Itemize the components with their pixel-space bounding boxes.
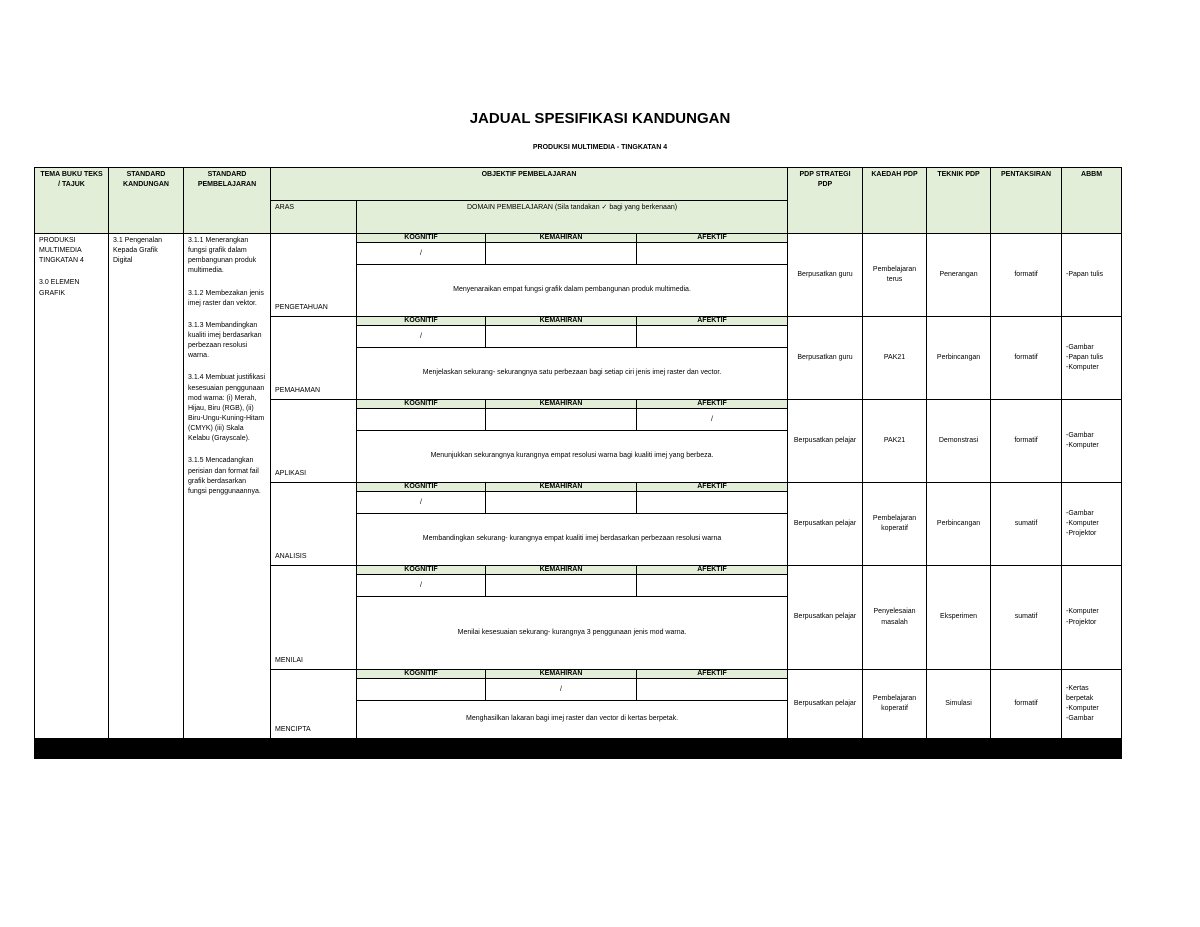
subheader-kognitif: KOGNITIF xyxy=(357,483,486,492)
abbm-item: -Komputer xyxy=(1066,442,1099,449)
footer-bar xyxy=(35,739,1122,759)
abbm-cell xyxy=(1062,234,1122,317)
subheader-afektif: AFEKTIF xyxy=(637,670,788,679)
tick-cell xyxy=(486,409,637,431)
abbm-item: -Komputer xyxy=(1066,519,1099,527)
kaedah-cell: Pembelajaran terus xyxy=(863,234,927,317)
spec-table xyxy=(34,167,1122,759)
objective-description: Menyenaraikan empat fungsi grafik dalam pembangunan produk multimedia. xyxy=(357,265,788,317)
strategi-cell: Berpusatkan pelajar xyxy=(788,483,863,566)
tick-mark: / xyxy=(711,415,713,423)
tick-cell xyxy=(637,409,788,431)
page-subtitle: PRODUKSI MULTIMEDIA - TINGKATAN 4 xyxy=(532,144,668,151)
pentaksiran-cell: formatif xyxy=(991,400,1062,483)
subheader-afektif: AFEKTIF xyxy=(637,400,788,409)
tick-cell xyxy=(486,575,637,597)
tick-cell xyxy=(357,679,486,701)
abbm-item: -Komputer xyxy=(1066,608,1099,616)
objective-description: Membandingkan sekurang- kurangnya empat kualiti imej berdasarkan perbezaan resolusi warna xyxy=(357,514,788,566)
tick-mark: / xyxy=(420,249,422,257)
table-row xyxy=(35,234,1122,243)
header-aras: ARAS xyxy=(271,201,357,234)
tick-cell xyxy=(357,326,486,348)
sp-item: 3.1.1 Menerangkan fungsi grafik dalam pembangunan produk multimedia. xyxy=(188,237,257,275)
subheader-kognitif: KOGNITIF xyxy=(357,400,486,409)
subheader-kemahiran: KEMAHIRAN xyxy=(486,234,637,243)
subheader-kognitif: KOGNITIF xyxy=(357,670,486,679)
tick-cell xyxy=(637,575,788,597)
abbm-cell xyxy=(1062,483,1122,566)
header-pdp-strategi: PDP STRATEGI PDP xyxy=(788,168,863,234)
teknik-cell: Perbincangan xyxy=(927,483,991,566)
tick-cell xyxy=(637,243,788,265)
subheader-afektif: AFEKTIF xyxy=(637,483,788,492)
header-abbm: ABBM xyxy=(1062,168,1122,234)
kaedah-cell: PAK21 xyxy=(863,317,927,400)
abbm-cell xyxy=(1062,670,1122,739)
pentaksiran-cell: sumatif xyxy=(991,566,1062,670)
sp-item: 3.1.5 Mencadangkan perisian dan format fail grafik berdasarkan fungsi penggunaannya. xyxy=(188,457,261,495)
sk-cell: 3.1 Pengenalan Kepada Grafik Digital xyxy=(109,234,184,739)
subheader-kognitif: KOGNITIF xyxy=(357,234,486,243)
sp-cell xyxy=(184,234,271,739)
aras-label: MENCIPTA xyxy=(271,670,357,739)
subheader-kemahiran: KEMAHIRAN xyxy=(486,670,637,679)
tema-cell xyxy=(35,234,109,739)
objective-description: Menilai kesesuaian sekurang- kurangnya 3 penggunaan jenis mod warna. xyxy=(357,597,788,670)
header-teknik: TEKNIK PDP xyxy=(927,168,991,234)
sp-item: 3.1.2 Membezakan jenis imej raster dan vektor. xyxy=(188,289,264,307)
abbm-cell xyxy=(1062,400,1122,483)
abbm-item: -Komputer xyxy=(1066,364,1099,372)
strategi-cell: Berpusatkan guru xyxy=(788,234,863,317)
abbm-item: -Gambar xyxy=(1066,509,1094,517)
teknik-cell: Eksperimen xyxy=(927,566,991,670)
abbm-item: -Gambar xyxy=(1066,715,1094,723)
abbm-item: -Gambar xyxy=(1066,343,1094,351)
subheader-kognitif: KOGNITIF xyxy=(357,566,486,575)
strategi-cell: Berpusatkan pelajar xyxy=(788,400,863,483)
header-kaedah: KAEDAH PDP xyxy=(863,168,927,234)
strategi-cell: Berpusatkan guru xyxy=(788,317,863,400)
abbm-item: -Projektor xyxy=(1066,618,1097,626)
subheader-kemahiran: KEMAHIRAN xyxy=(486,483,637,492)
tick-mark: / xyxy=(420,498,422,506)
tick-cell xyxy=(637,492,788,514)
header-tema: TEMA BUKU TEKS / TAJUK xyxy=(35,168,109,234)
kaedah-cell: Pembelajaran koperatif xyxy=(863,483,927,566)
aras-label: APLIKASI xyxy=(271,400,357,483)
tick-cell xyxy=(486,326,637,348)
subheader-kemahiran: KEMAHIRAN xyxy=(486,317,637,326)
aras-label: ANALISIS xyxy=(271,483,357,566)
header-sk: STANDARD KANDUNGAN xyxy=(109,168,184,234)
subheader-kemahiran: KEMAHIRAN xyxy=(486,566,637,575)
tick-cell xyxy=(637,679,788,701)
aras-label: PENGETAHUAN xyxy=(271,234,357,317)
tick-cell xyxy=(486,679,637,701)
abbm-item: -Projektor xyxy=(1066,530,1097,538)
abbm-item: -Komputer xyxy=(1066,705,1099,712)
subheader-afektif: AFEKTIF xyxy=(637,317,788,326)
abbm-item: -Kertas berpetak xyxy=(1066,684,1094,702)
objective-description: Menunjukkan sekurangnya kurangnya empat resolusi warna bagi kualiti imej yang berbeza. xyxy=(357,431,788,483)
pentaksiran-cell: formatif xyxy=(991,670,1062,739)
subheader-afektif: AFEKTIF xyxy=(637,234,788,243)
subheader-afektif: AFEKTIF xyxy=(637,566,788,575)
teknik-cell: Penerangan xyxy=(927,234,991,317)
abbm-cell xyxy=(1062,566,1122,670)
tick-cell xyxy=(486,492,637,514)
pentaksiran-cell: formatif xyxy=(991,317,1062,400)
teknik-cell: Perbincangan xyxy=(927,317,991,400)
tick-mark: / xyxy=(560,685,562,693)
abbm-item: -Papan tulis xyxy=(1066,270,1103,278)
teknik-cell: Demonstrasi xyxy=(927,400,991,483)
objective-description: Menghasilkan lakaran bagi imej raster dan vector di kertas berpetak. xyxy=(357,701,788,739)
kaedah-cell: Penyelesaian masalah xyxy=(863,566,927,670)
sp-item: 3.1.3 Membandingkan kualiti imej berdasarkan perbezaan resolusi warna. xyxy=(188,321,262,360)
tick-mark: / xyxy=(420,581,422,589)
abbm-item: -Papan tulis xyxy=(1066,353,1103,361)
aras-label: PEMAHAMAN xyxy=(271,317,357,400)
tick-mark: / xyxy=(420,332,422,340)
header-objektif: OBJEKTIF PEMBELAJARAN xyxy=(271,168,788,201)
abbm-item: -Gambar xyxy=(1066,431,1094,439)
kaedah-cell: Pembelajaran koperatif xyxy=(863,670,927,739)
pentaksiran-cell: formatif xyxy=(991,234,1062,317)
tema-line-1: PRODUKSI MULTIMEDIA TINGKATAN 4 xyxy=(39,237,84,265)
header-sp: STANDARD PEMBELAJARAN xyxy=(184,168,271,234)
tick-cell xyxy=(357,575,486,597)
tick-cell xyxy=(357,492,486,514)
header-pentaksiran: PENTAKSIRAN xyxy=(991,168,1062,234)
aras-label: MENILAI xyxy=(271,566,357,670)
strategi-cell: Berpusatkan pelajar xyxy=(788,670,863,739)
strategi-cell: Berpusatkan pelajar xyxy=(788,566,863,670)
tema-line-2: 3.0 ELEMEN GRAFIK xyxy=(39,279,80,297)
tick-cell xyxy=(486,243,637,265)
page-title: JADUAL SPESIFIKASI KANDUNGAN xyxy=(469,110,731,127)
subheader-kemahiran: KEMAHIRAN xyxy=(486,400,637,409)
header-row xyxy=(35,168,1122,201)
objective-description: Menjelaskan sekurang- sekurangnya satu perbezaan bagi setiap ciri jenis imej raster dan vector. xyxy=(357,348,788,400)
tick-cell xyxy=(637,326,788,348)
tick-cell xyxy=(357,409,486,431)
abbm-cell xyxy=(1062,317,1122,400)
teknik-cell: Simulasi xyxy=(927,670,991,739)
pentaksiran-cell: sumatif xyxy=(991,483,1062,566)
tick-cell xyxy=(357,243,486,265)
sp-item: 3.1.4 Membuat justifikasi kesesuaian penggunaan mod warna: (i) Merah, Hijau, Biru (RGB), (ii) Biru-Ungu-Kuning-Hitam (CMYK) (iii) Skala Kelabu (Grayscale). xyxy=(188,374,266,443)
header-domain: DOMAIN PEMBELAJARAN (Sila tandakan ✓ bagi yang berkenaan) xyxy=(357,201,788,234)
kaedah-cell: PAK21 xyxy=(863,400,927,483)
subheader-kognitif: KOGNITIF xyxy=(357,317,486,326)
